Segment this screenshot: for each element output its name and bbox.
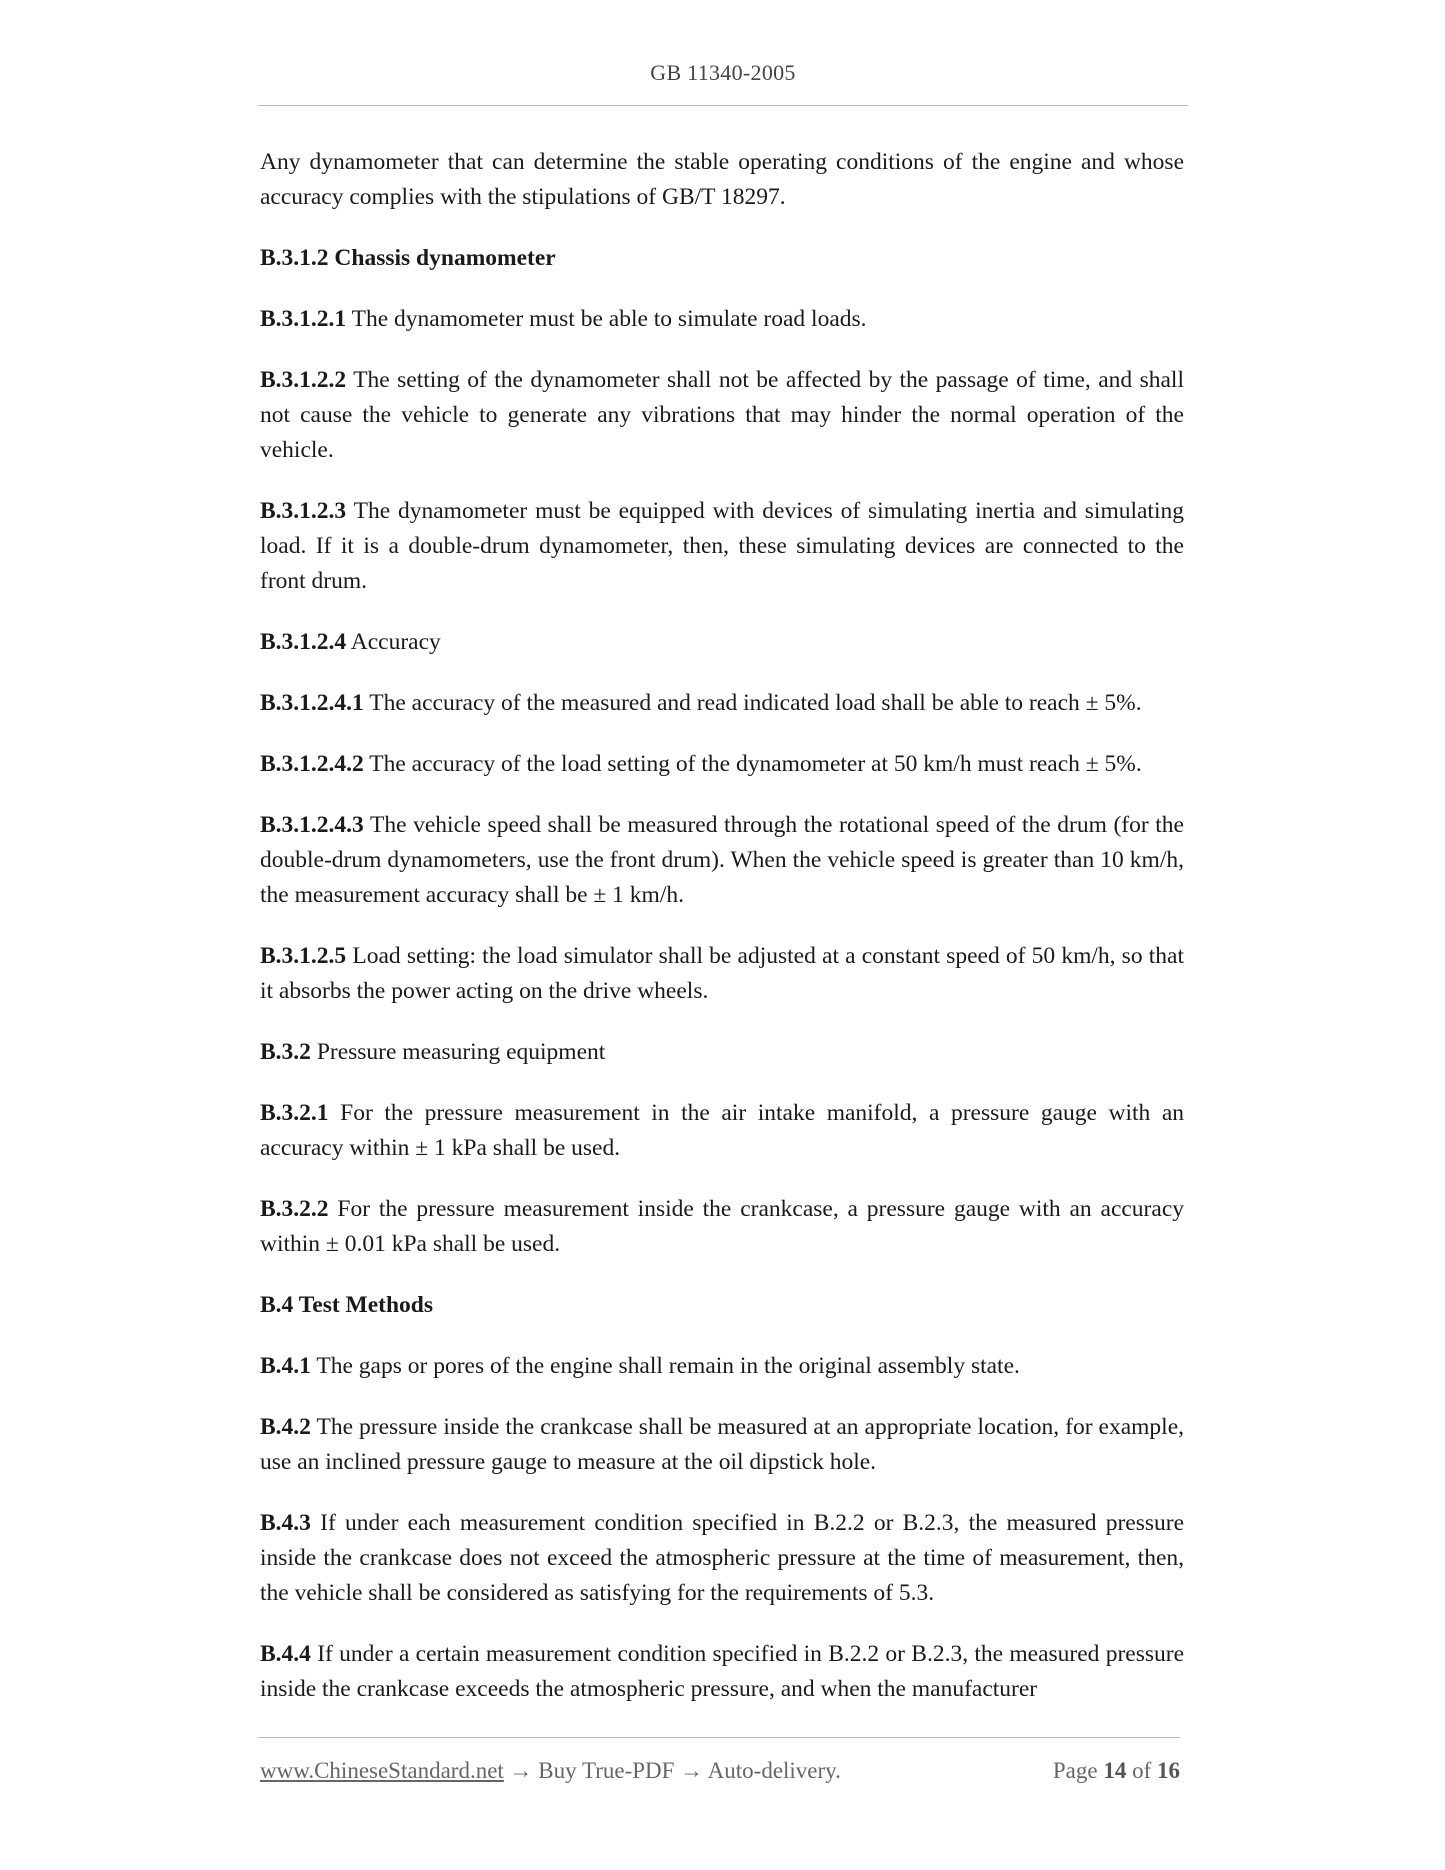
clause-b3-2-1 bbox=[260, 1096, 1184, 1166]
clause-number: B.3.1.2.4.3 bbox=[260, 812, 364, 838]
header-divider bbox=[258, 105, 1188, 106]
clause-number: B.3.1.2.5 bbox=[260, 943, 347, 969]
clause-text: Accuracy bbox=[346, 629, 441, 655]
clause-number: B.4.3 bbox=[260, 1510, 311, 1536]
clause-b4-1 bbox=[260, 1349, 1184, 1384]
clause-number: B.4.1 bbox=[260, 1353, 311, 1379]
clause-b3-1-2-4-1 bbox=[260, 686, 1184, 721]
of-word: of bbox=[1126, 1758, 1157, 1783]
clause-text: Pressure measuring equipment bbox=[310, 1039, 606, 1065]
document-body bbox=[260, 145, 1184, 1733]
clause-number: B.4.2 bbox=[260, 1414, 311, 1440]
clause-text: The gaps or pores of the engine shall remain in the original assembly state. bbox=[310, 1353, 1020, 1379]
clause-text: The dynamometer must be able to simulate road loads. bbox=[346, 306, 867, 332]
clause-text: The pressure inside the crankcase shall be measured at an appropriate location, for example, use an inclined pressure gauge to measure at the oil dipstick hole. bbox=[260, 1414, 1184, 1475]
website-link[interactable]: www.ChineseStandard.net bbox=[260, 1758, 504, 1783]
clause-text: For the pressure measurement in the air intake manifold, a pressure gauge with an accuracy within ± 1 kPa shall be used. bbox=[260, 1100, 1184, 1161]
clause-text: If under each measurement condition specified in B.2.2 or B.2.3, the measured pressure inside the crankcase does not exceed the atmospheric pressure at the time of measurement, then, the vehicle shall be considered as satisfying for the requirements of 5.3. bbox=[260, 1510, 1184, 1606]
clause-number: B.3.1.2.4 bbox=[260, 629, 347, 655]
clause-b3-1-2-2 bbox=[260, 363, 1184, 468]
clause-number: B.3.2 bbox=[260, 1039, 311, 1065]
clause-b4-4 bbox=[260, 1637, 1184, 1707]
clause-b4-3 bbox=[260, 1506, 1184, 1611]
clause-text: For the pressure measurement inside the crankcase, a pressure gauge with an accuracy within ± 0.01 kPa shall be used. bbox=[260, 1196, 1184, 1257]
clause-b3-2-2 bbox=[260, 1192, 1184, 1262]
clause-text: The vehicle speed shall be measured through the rotational speed of the drum (for the double-drum dynamometers, use the front drum). When the vehicle speed is greater than 10 km/h, the measurement accuracy shall be ± 1 km/h. bbox=[260, 812, 1184, 908]
clause-text: The accuracy of the measured and read indicated load shall be able to reach ± 5%. bbox=[363, 690, 1142, 716]
section-heading-b4: B.4 Test Methods bbox=[260, 1292, 434, 1318]
page-word: Page bbox=[1052, 1758, 1104, 1783]
clause-b4-2 bbox=[260, 1410, 1184, 1480]
clause-text: The accuracy of the load setting of the dynamometer at 50 km/h must reach ± 5%. bbox=[363, 751, 1142, 777]
page-header-title: GB 11340-2005 bbox=[650, 60, 796, 85]
section-heading-b3-1-2: B.3.1.2 Chassis dynamometer bbox=[260, 245, 556, 271]
clause-b3-1-2-4-3 bbox=[260, 808, 1184, 913]
clause-text: If under a certain measurement condition specified in B.2.2 or B.2.3, the measured pressure inside the crankcase exceeds the atmospheric pressure, and when the manufacturer bbox=[260, 1641, 1184, 1702]
current-page-number: 14 bbox=[1103, 1758, 1127, 1783]
clause-b3-2 bbox=[260, 1035, 1184, 1070]
clause-number: B.3.1.2.3 bbox=[260, 498, 347, 524]
clause-b3-1-2-3 bbox=[260, 494, 1184, 599]
clause-b3-1-2-4-2 bbox=[260, 747, 1184, 782]
total-page-number: 16 bbox=[1157, 1758, 1180, 1783]
clause-number: B.3.1.2.4.1 bbox=[260, 690, 364, 716]
clause-b3-1-2-4 bbox=[260, 625, 1184, 660]
clause-number: B.3.2.2 bbox=[260, 1196, 329, 1222]
clause-text: Load setting: the load simulator shall be adjusted at a constant speed of 50 km/h, so that it absorbs the power acting on the drive wheels. bbox=[260, 943, 1184, 1004]
clause-number: B.4.4 bbox=[260, 1641, 311, 1667]
clause-text: The setting of the dynamometer shall not be affected by the passage of time, and shall not cause the vehicle to generate any vibrations that may hinder the normal operation of the vehicle. bbox=[260, 367, 1184, 463]
page-indicator bbox=[1053, 1758, 1180, 1784]
clause-b3-1-2-5 bbox=[260, 939, 1184, 1009]
clause-b3-1-2-1 bbox=[260, 302, 1184, 337]
clause-number: B.3.1.2.4.2 bbox=[260, 751, 364, 777]
clause-number: B.3.2.1 bbox=[260, 1100, 329, 1126]
footer-promo bbox=[260, 1758, 841, 1784]
clause-number: B.3.1.2.1 bbox=[260, 306, 347, 332]
intro-paragraph: Any dynamometer that can determine the stable operating conditions of the engine and whose accuracy complies with the stipulations of GB/T 18297. bbox=[260, 149, 1184, 210]
footer-promo-text: → Buy True-PDF → Auto-delivery. bbox=[503, 1758, 841, 1783]
clause-text: The dynamometer must be equipped with devices of simulating inertia and simulating load. If it is a double-drum dynamometer, then, these simulating devices are connected to the front drum. bbox=[260, 498, 1184, 594]
footer-divider bbox=[258, 1737, 1180, 1738]
clause-number: B.3.1.2.2 bbox=[260, 367, 347, 393]
